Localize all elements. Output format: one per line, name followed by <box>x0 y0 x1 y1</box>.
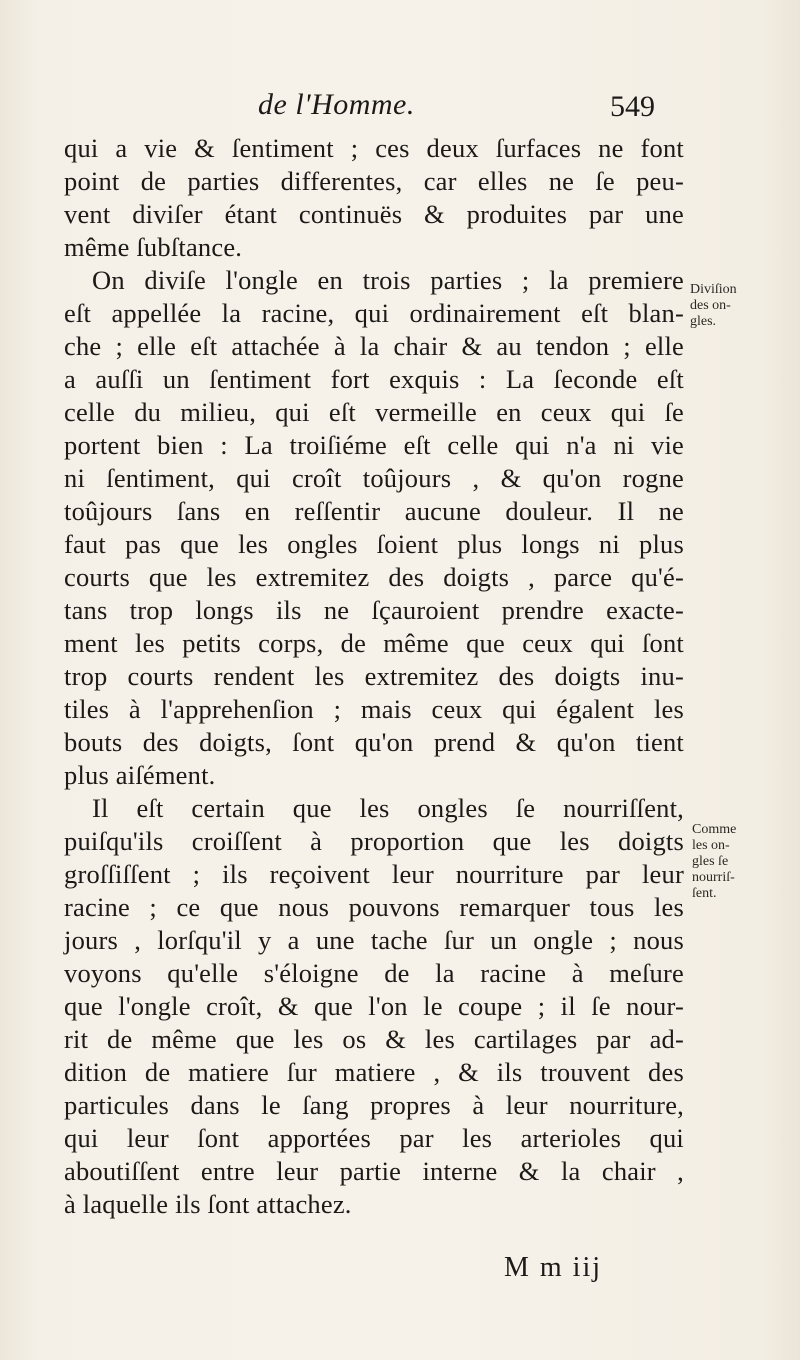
signature-mark: M m iij <box>504 1252 603 1283</box>
text-line: qui a vie & ſentiment ; ces deux ſurfaces ne font <box>64 133 684 163</box>
text-line: ni ſentiment, qui croît toûjours , & qu'on rogne <box>64 463 684 493</box>
text-line: che ; elle eſt attachée à la chair & au tendon ; elle <box>64 331 684 361</box>
text-line: a auſſi un ſentiment fort exquis : La ſeconde eſt <box>64 364 684 394</box>
margin-note-line: gles ſe <box>692 854 729 869</box>
text-line: faut pas que les ongles ſoient plus longs ni plus <box>64 529 684 559</box>
margin-note-line: Diviſion <box>690 282 737 297</box>
text-line: On diviſe l'ongle en trois parties ; la premiere <box>92 265 684 295</box>
text-line: point de parties differentes, car elles ne ſe peu- <box>64 166 684 196</box>
text-line: trop courts rendent les extremitez des doigts inu- <box>64 661 684 691</box>
page-number: 549 <box>610 90 655 123</box>
text-line: portent bien : La troiſiéme eſt celle qui n'a ni vie <box>64 430 684 460</box>
text-line: ment les petits corps, de même que ceux qui ſont <box>64 628 684 658</box>
margin-note-division <box>690 282 737 330</box>
text-line: celle du milieu, qui eſt vermeille en ceux qui ſe <box>64 397 684 427</box>
text-line: Il eſt certain que les ongles ſe nourriſſent, <box>92 793 684 823</box>
text-line: toûjours ſans en reſſentir aucune douleur. Il ne <box>64 496 684 526</box>
text-line: à laquelle ils ſont attachez. <box>64 1189 352 1219</box>
text-line: groſſiſſent ; ils reçoivent leur nourriture par leur <box>64 859 684 889</box>
margin-note-line: Comme <box>692 822 737 837</box>
text-line: tiles à l'apprehenſion ; mais ceux qui égalent les <box>64 694 684 724</box>
margin-note-line: les on- <box>692 838 730 853</box>
text-line: qui leur ſont apportées par les arterioles qui <box>64 1123 684 1153</box>
margin-note-line: gles. <box>690 314 717 329</box>
text-line: puiſqu'ils croiſſent à proportion que les doigts <box>64 826 684 856</box>
margin-note-line: ſent. <box>692 886 717 901</box>
text-line: vent diviſer étant continuës & produites par une <box>64 199 684 229</box>
text-line: racine ; ce que nous pouvons remarquer tous les <box>64 892 684 922</box>
text-line: voyons qu'elle s'éloigne de la racine à meſure <box>64 958 684 988</box>
text-line: dition de matiere ſur matiere , & ils trouvent des <box>64 1057 684 1087</box>
text-line: bouts des doigts, ſont qu'on prend & qu'on tient <box>64 727 684 757</box>
text-line: rit de même que les os & les cartilages par ad- <box>64 1024 684 1054</box>
body-text <box>64 132 684 1221</box>
margin-note-nourishment <box>692 822 736 902</box>
running-head: de l'Homme. <box>258 88 415 121</box>
text-line: jours , lorſqu'il y a une tache ſur un ongle ; nous <box>64 925 684 955</box>
text-line: particules dans le ſang propres à leur nourriture, <box>64 1090 684 1120</box>
text-line: tans trop longs ils ne ſçauroient prendre exacte- <box>64 595 684 625</box>
text-line: aboutiſſent entre leur partie interne & la chair , <box>64 1156 684 1186</box>
page-header <box>0 88 800 128</box>
margin-note-line: des on- <box>690 298 731 313</box>
text-line: courts que les extremitez des doigts , parce qu'é- <box>64 562 684 592</box>
text-line: plus aiſément. <box>64 760 216 790</box>
text-line: eſt appellée la racine, qui ordinairement eſt blan- <box>64 298 684 328</box>
text-line: que l'ongle croît, & que l'on le coupe ; il ſe nour- <box>64 991 684 1021</box>
margin-note-line: nourriſ- <box>692 870 735 885</box>
text-line: même ſubſtance. <box>64 232 243 262</box>
